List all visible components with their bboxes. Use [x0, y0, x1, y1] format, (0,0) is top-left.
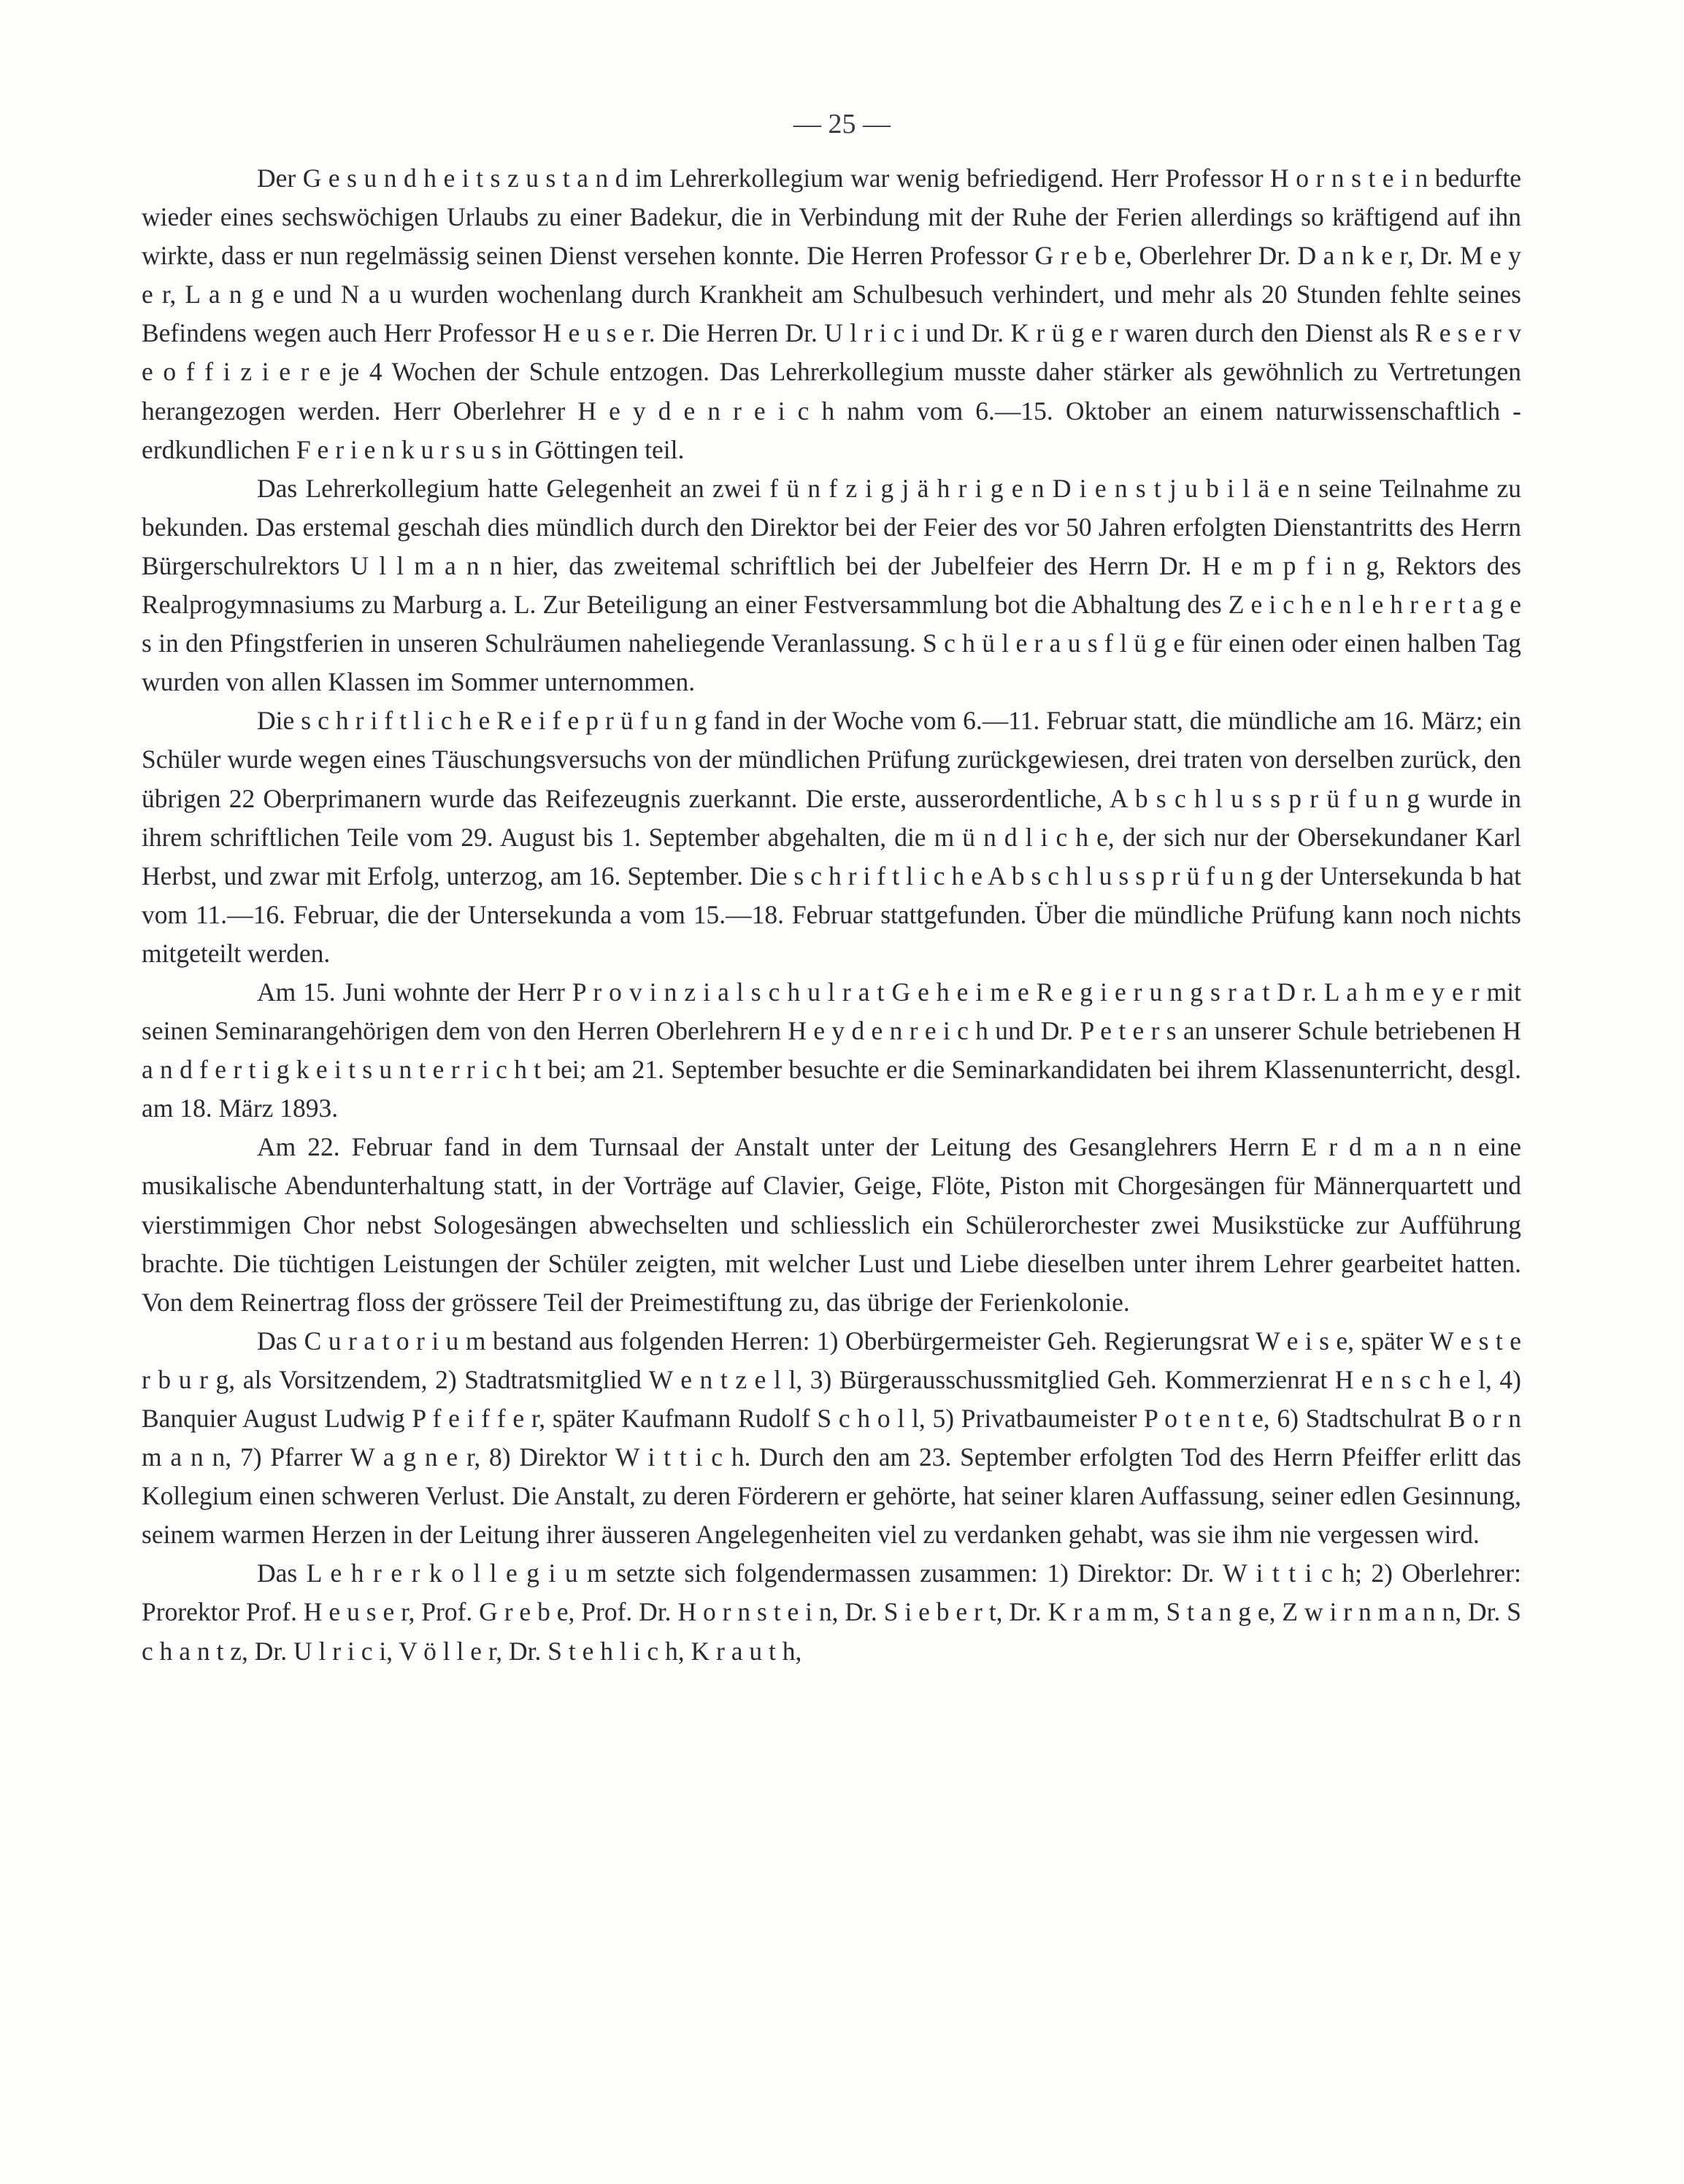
paragraph-concert: Am 22. Februar fand in dem Turnsaal der Anstalt unter der Leitung des Gesanglehrers Herrn E r d m a n n eine musikalische Abendunterhaltung statt, in der Vorträge auf Clavier, Geige, Flöte, Piston mit Chorgesängen für Männerquartett und vierstimmigen Chor nebst Sologesängen abwechselten und schliesslich ein Schülerorchester zwei Musikstücke zur Aufführung brachte. Die tüchtigen Leistungen der Schüler zeigten, mit welcher Lust und Liebe dieselben unter ihrem Lehrer gearbeitet hatten. Von dem Reinertrag floss der grössere Teil der Preimestiftung zu, das übrige der Ferienkolonie. [142, 1132, 1521, 1317]
page-number: — 25 — [793, 109, 891, 139]
paragraph-curatorium: Das C u r a t o r i u m bestand aus folgenden Herren: 1) Oberbürgermeister Geh. Regierungsrat W e i s e, später W e s t e r b u r g, als Vorsitzendem, 2) Stadtratsmitglied W e n t z e l l, 3) Bürgerausschussmitglied Geh. Kommerzienrat H e n s c h e l, 4) Banquier August Ludwig P f e i f f e r, später Kaufmann Rudolf S c h o l l, 5) Privatbaumeister P o t e n t e, 6) Stadtschulrat B o r n m a n n, 7) Pfarrer W a g n e r, 8) Direktor W i t t i c h. Durch den am 23. September erfolgten Tod des Herrn Pfeiffer erlitt das Kollegium einen schweren Verlust. Die Anstalt, zu deren Förderern er gehörte, hat seiner klaren Auffassung, seiner edlen Gesinnung, seinem warmen Herzen in der Leitung ihrer äusseren Angelegenheiten viel zu verdanken gehabt, was sie ihm nie vergessen wird. [142, 1326, 1521, 1550]
paragraph-jubilees: Das Lehrerkollegium hatte Gelegenheit an zwei f ü n f z i g j ä h r i g e n D i e n s t j u b i l ä e n seine Teilnahme zu bekunden. Das erstemal geschah dies mündlich durch den Direktor bei der Feier des vor 50 Jahren erfolgten Dienstantritts des Herrn Bürgerschulrektors U l l m a n n hier, das zweitemal schriftlich bei der Jubelfeier des Herrn Dr. H e m p f i n g, Rektors des Realprogymnasiums zu Marburg a. L. Zur Beteiligung an einer Festversammlung bot die Abhaltung des Z e i c h e n l e h r e r t a g e s in den Pfingstferien in unseren Schulräumen naheliegende Veranlassung. S c h ü l e r a u s f l ü g e für einen oder einen halben Tag wurden von allen Klassen im Sommer unternommen. [142, 473, 1521, 697]
paragraph-visit: Am 15. Juni wohnte der Herr P r o v i n z i a l s c h u l r a t G e h e i m e R e g i e r u n g s r a t D r. L a h m e y e r mit seinen Seminarangehörigen dem von den Herren Oberlehrern H e y d e n r e i c h und Dr. P e t e r s an unserer Schule betriebenen H a n d f e r t i g k e i t s u n t e r r i c h t bei; am 21. September besuchte er die Seminarkandidaten bei ihrem Klassenunterricht, desgl. am 18. März 1893. [142, 977, 1521, 1123]
paragraph-exams: Die s c h r i f t l i c h e R e i f e p r ü f u n g fand in der Woche vom 6.—11. Februar statt, die mündliche am 16. März; ein Schüler wurde wegen eines Täuschungsversuchs von der mündlichen Prüfung zurückgewiesen, drei traten von derselben zurück, den übrigen 22 Oberprimanern wurde das Reifezeugnis zuerkannt. Die erste, ausserordentliche, A b s c h l u s s p r ü f u n g wurde in ihrem schriftlichen Teile vom 29. August bis 1. September abgehalten, die m ü n d l i c h e, der sich nur der Obersekundaner Karl Herbst, und zwar mit Erfolg, unterzog, am 16. September. Die s c h r i f t l i c h e A b s c h l u s s p r ü f u n g der Untersekunda b hat vom 11.—16. Februar, die der Untersekunda a vom 15.—18. Februar stattgefunden. Über die mündliche Prüfung kann noch nichts mitgeteilt werden. [142, 706, 1521, 968]
body-text [142, 159, 1521, 1671]
paragraph-faculty: Das L e h r e r k o l l e g i u m setzte sich folgendermassen zusammen: 1) Direktor: Dr. W i t t i c h; 2) Oberlehrer: Prorektor Prof. H e u s e r, Prof. G r e b e, Prof. Dr. H o r n s t e i n, Dr. S i e b e r t, Dr. K r a m m, S t a n g e, Z w i r n m a n n, Dr. S c h a n t z, Dr. U l r i c i, V ö l l e r, Dr. S t e h l i c h, K r a u t h, [142, 1558, 1521, 1666]
paragraph-health: Der G e s u n d h e i t s z u s t a n d im Lehrerkollegium war wenig befriedigend. Herr Professor H o r n s t e i n bedurfte wieder eines sechswöchigen Urlaubs zu einer Badekur, die in Verbindung mit der Ruhe der Ferien allerdings so kräftigend auf ihn wirkte, dass er nun regelmässig seinen Dienst versehen konnte. Die Herren Professor G r e b e, Oberlehrer Dr. D a n k e r, Dr. M e y e r, L a n g e und N a u wurden wochenlang durch Krankheit am Schulbesuch verhindert, und mehr als 20 Stunden fehlte seines Befindens wegen auch Herr Professor H e u s e r. Die Herren Dr. U l r i c i und Dr. K r ü g e r waren durch den Dienst als R e s e r v e o f f i z i e r e je 4 Wochen der Schule entzogen. Das Lehrerkollegium musste daher stärker als gewöhnlich zu Vertretungen herangezogen werden. Herr Oberlehrer H e y d e n r e i c h nahm vom 6.—15. Oktober an einem naturwissenschaftlich - erdkundlichen F e r i e n k u r s u s in Göttingen teil. [142, 164, 1521, 464]
